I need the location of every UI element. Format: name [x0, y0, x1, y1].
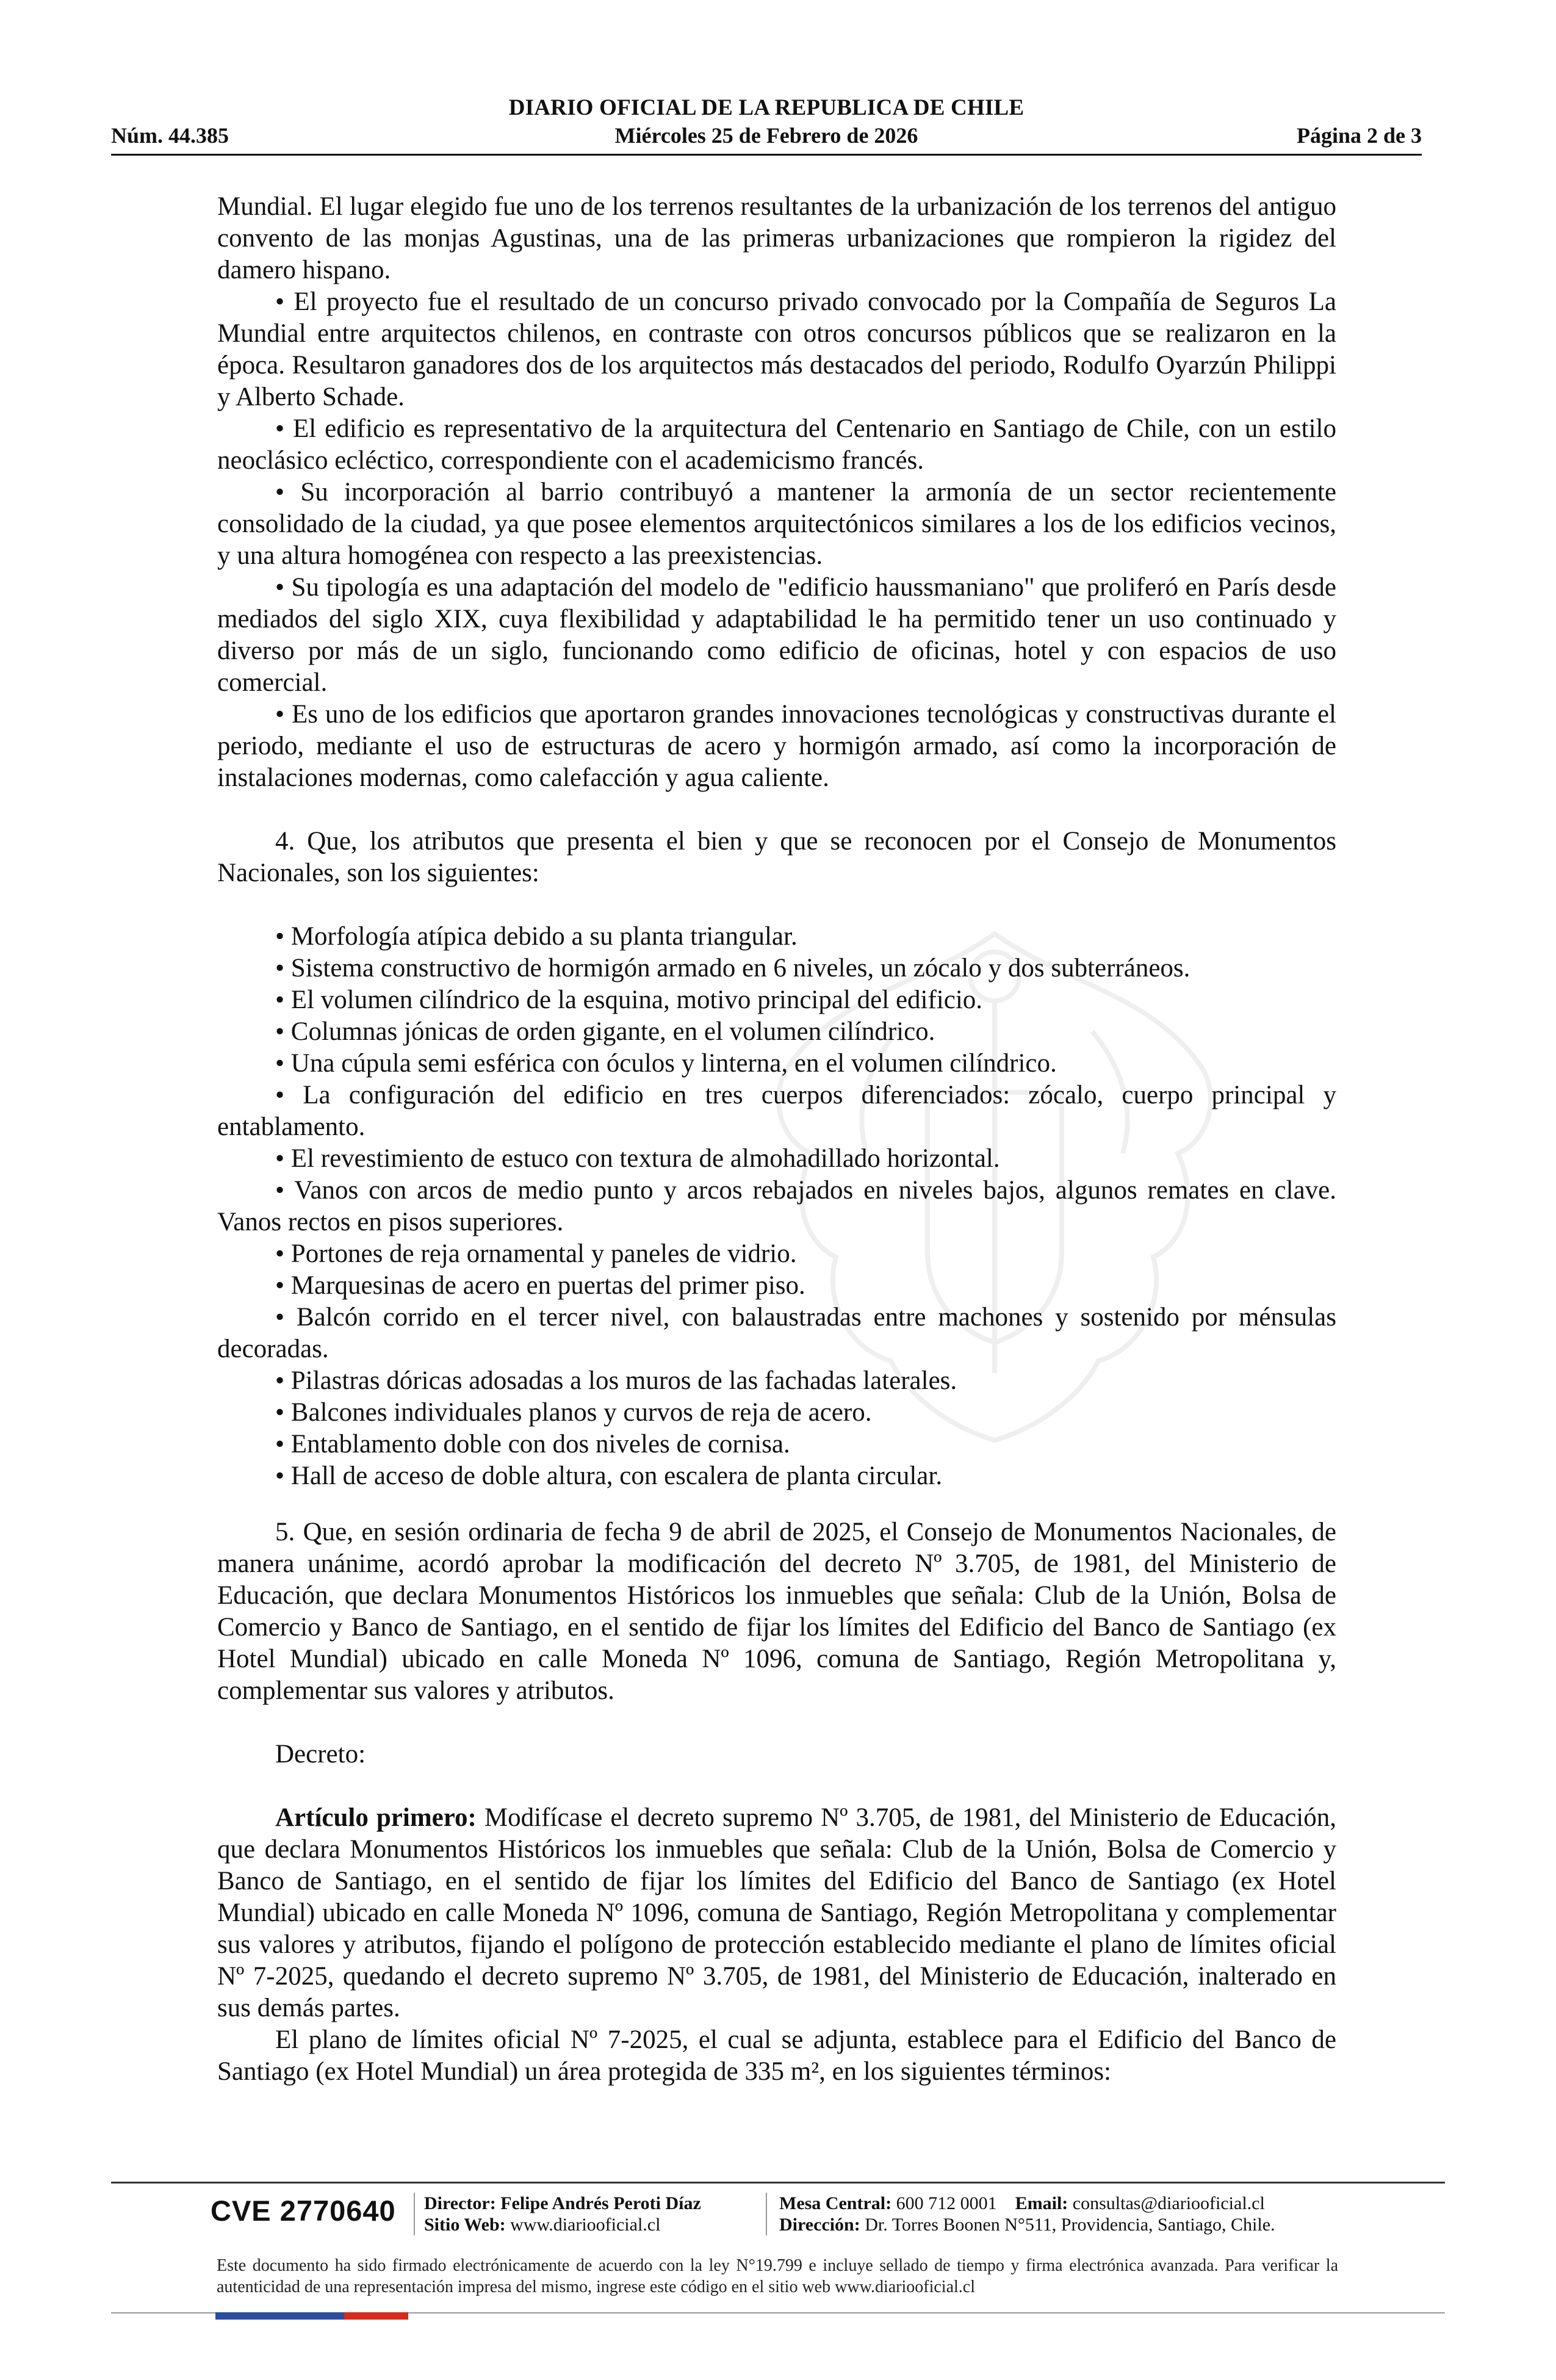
address-label: Dirección: [779, 2215, 860, 2235]
article-label: Artículo primero: [275, 1803, 477, 1832]
list-item: • Portones de reja ornamental y paneles de vidrio. [275, 1239, 797, 1268]
footer-separator [414, 2193, 415, 2235]
list-item: • La configuración del edificio en tres cuerpos diferenciados: zócalo, cuerpo principal y entablamento. [217, 1081, 1336, 1141]
list-item: • Balcones individuales planos y curvos de reja de acero. [275, 1398, 872, 1427]
list-item: • Marquesinas de acero en puertas del primer piso. [275, 1271, 805, 1300]
flag-red-segment [344, 2312, 408, 2320]
phone-number: 600 712 0001 [896, 2193, 997, 2213]
flag-blue-segment [215, 2312, 279, 2320]
page-number: Página 2 de 3 [1296, 123, 1422, 148]
chile-flag-stripe [215, 2312, 408, 2320]
flag-blue-segment [279, 2312, 344, 2320]
articulo-primero [217, 1802, 1336, 2024]
closing-paragraph: El plano de límites oficial Nº 7-2025, el cual se adjunta, establece para el Edificio del Banco de Santiago (ex Hotel Mundial) un área protegida de 335 m², en los siguientes términos: [217, 2025, 1336, 2086]
list-item: • Entablamento doble con dos niveles de cornisa. [275, 1430, 790, 1459]
attributes-list [217, 921, 1336, 1492]
list-item: • Vanos con arcos de medio punto y arcos rebajados en niveles bajos, algunos remates en clave. Vanos rectos en pisos superiores. [217, 1176, 1336, 1236]
list-item: • Una cúpula semi esférica con óculos y linterna, en el volumen cilíndrico. [275, 1049, 1057, 1078]
list-item: • Balcón corrido en el tercer nivel, con balaustradas entre machones y sostenido por ménsulas decoradas. [217, 1303, 1336, 1363]
bullet-paragraph: • Su incorporación al barrio contribuyó a mantener la armonía de un sector recientemente consolidado de la ciudad, ya que posee elementos arquitectónicos similares a los de los edificios vecinos, y una altura homogénea con respecto a las preexistencias. [217, 478, 1336, 570]
footer-separator [766, 2193, 767, 2235]
director-name: Felipe Andrés Peroti Díaz [500, 2193, 701, 2213]
list-item: • Columnas jónicas de orden gigante, en el volumen cilíndrico. [275, 1017, 935, 1046]
list-item: • Hall de acceso de doble altura, con escalera de planta circular. [275, 1462, 943, 1490]
bullet-paragraph: • Su tipología es una adaptación del modelo de "edificio haussmaniano" que proliferó en París desde mediados del siglo XIX, cuya flexibilidad y adaptabilidad le ha permitido tener un uso continuado y diverso por más de un siglo, funcionando como edificio de oficinas, hotel y con espacios de uso comercial. [217, 573, 1336, 697]
list-item: • El revestimiento de estuco con textura de almohadillado horizontal. [275, 1144, 1000, 1173]
footer-contact-block [779, 2193, 1275, 2235]
bullet-paragraph: • El edificio es representativo de la arquitectura del Centenario en Santiago de Chile, con un estilo neoclásico ecléctico, correspondiente con el academicismo francés. [217, 414, 1336, 475]
list-item: • Pilastras dóricas adosadas a los muros de las fachadas laterales. [275, 1366, 957, 1395]
list-item: • El volumen cilíndrico de la esquina, motivo principal del edificio. [275, 986, 983, 1014]
phone-label: Mesa Central: [779, 2193, 892, 2213]
address-text: Dr. Torres Boonen N°511, Providencia, Santiago, Chile. [865, 2215, 1275, 2235]
bullet-paragraph: • El proyecto fue el resultado de un concurso privado convocado por la Compañía de Seguros La Mundial entre arquitectos chilenos, en contraste con otros concursos públicos que se realizaron en la época. Resultaron ganadores dos de los arquitectos más destacados del periodo, Rodulfo Oyarzún Philippi y Alberto Schade. [217, 287, 1336, 411]
list-item: • Sistema constructivo de hormigón armado en 6 niveles, un zócalo y dos subterráneos. [275, 954, 1190, 983]
document-body [217, 191, 1336, 2088]
email-link[interactable]: consultas@diariooficial.cl [1072, 2193, 1265, 2213]
considerando-5: 5. Que, en sesión ordinaria de fecha 9 de abril de 2025, el Consejo de Monumentos Nacionales, de manera unánime, acordó aprobar la modificación del decreto Nº 3.705, de 1981, del Ministerio de Educación, que declara Monumentos Históricos los inmuebles que señala: Club de la Unión, Bolsa de Comercio y Banco de Santiago, en el sentido de fijar los límites del Edificio del Banco de Santiago (ex Hotel Mundial) ubicado en calle Moneda Nº 1096, comuna de Santiago, Región Metropolitana y, complementar sus valores y atributos. [217, 1518, 1336, 1705]
list-item: • Morfología atípica debido a su planta triangular. [275, 922, 798, 951]
bullet-paragraph: • Es uno de los edificios que aportaron grandes innovaciones tecnológicas y constructivas durante el periodo, mediante el uso de estructuras de acero y hormigón armado, así como la incorporación de instalaciones modernas, como calefacción y agua caliente. [217, 700, 1336, 792]
page-header [111, 95, 1422, 162]
considerando-4: 4. Que, los atributos que presenta el bien y que se reconocen por el Consejo de Monumentos Nacionales, son los siguientes: [217, 827, 1336, 887]
website-link[interactable]: www.diariooficial.cl [510, 2215, 661, 2235]
header-divider [111, 154, 1422, 156]
paragraph-continuation: Mundial. El lugar elegido fue uno de los terrenos resultantes de la urbanización de los terrenos del antiguo convento de las monjas Agustinas, una de las primeras urbanizaciones que rompieron la rigidez del damero hispano. [217, 192, 1336, 284]
footer-divider [111, 2182, 1445, 2183]
signature-notice: Este documento ha sido firmado electrónicamente de acuerdo con la ley N°19.799 e incluye sellado de tiempo y firma electrónica avanzada. Para verificar la autenticidad de una representación impresa del mismo, ingrese este código en el sitio web www.diariooficial.cl [217, 2256, 1338, 2296]
email-label: Email: [1015, 2193, 1068, 2213]
director-label: Director: [424, 2193, 496, 2213]
decreto-heading: Decreto: [275, 1740, 366, 1769]
newspaper-title: DIARIO OFICIAL DE LA REPUBLICA DE CHILE [508, 95, 1025, 120]
website-label: Sitio Web: [424, 2215, 506, 2235]
footer-director-block [424, 2193, 701, 2235]
article-text: Modifícase el decreto supremo Nº 3.705, de 1981, del Ministerio de Educación, que declara Monumentos Históricos los inmuebles que señala: Club de la Unión, Bolsa de Comercio y Banco de Santiago, en el sentido de fijar los límites del Edificio del Banco de Santiago (ex Hotel Mundial) ubicado en calle Moneda Nº 1096, comuna de Santiago, Región Metropolitana y complementar sus valores y atributos, fijando el polígono de protección establecido mediante el plano de límites oficial Nº 7-2025, quedando el decreto supremo Nº 3.705, de 1981, del Ministerio de Educación, inalterado en sus demás partes. [217, 1803, 1336, 2022]
issue-date: Miércoles 25 de Febrero de 2026 [614, 123, 918, 148]
issue-number: Núm. 44.385 [111, 123, 229, 148]
cve-code: CVE 2770640 [211, 2194, 396, 2227]
